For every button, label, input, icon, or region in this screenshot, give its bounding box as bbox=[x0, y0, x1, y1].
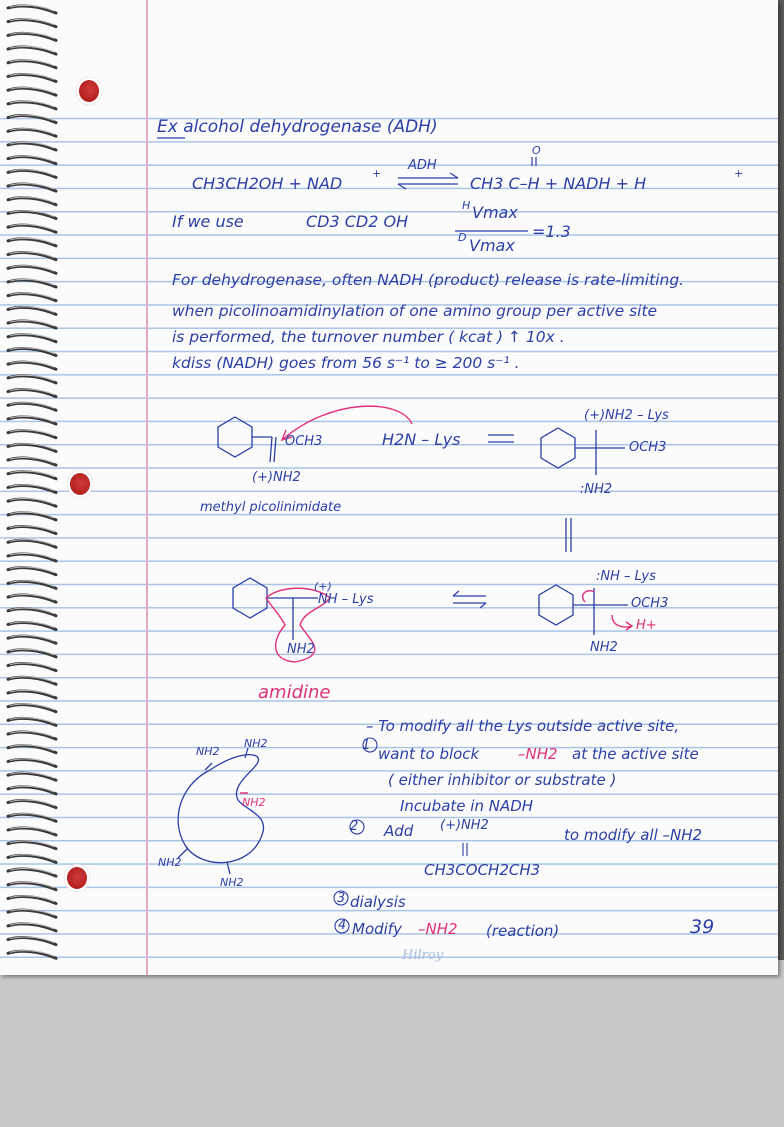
steps-intro: – To modify all the Lys outside active site, bbox=[366, 717, 680, 735]
amidine-lys: NH – Lys bbox=[318, 592, 374, 607]
amidine-charge: (+) bbox=[314, 580, 332, 593]
kie-denominator-sup: D bbox=[458, 231, 467, 244]
step-3-text: dialysis bbox=[350, 893, 406, 911]
step-1-nh2: –NH2 bbox=[518, 745, 558, 763]
step-3-number: 3 bbox=[337, 891, 346, 906]
note-title: Ex alcohol dehydrogenase (ADH) bbox=[157, 117, 438, 137]
step-2-number: 2 bbox=[350, 819, 359, 834]
deuterium-label: If we use bbox=[172, 212, 244, 231]
step-2-text: Add bbox=[384, 822, 414, 840]
kie-denominator: Vmax bbox=[469, 236, 515, 255]
reaction-products: CH3 C–H + NADH + H bbox=[470, 174, 647, 193]
step-2-reagent-top: (+)NH2 bbox=[440, 818, 489, 833]
step-1-text: want to block bbox=[378, 745, 480, 763]
protein-nh2-b: NH2 bbox=[244, 737, 268, 750]
step-1-location: at the active site bbox=[572, 745, 699, 763]
kie-ratio: =1.3 bbox=[532, 222, 571, 241]
kie-numerator: Vmax bbox=[472, 203, 518, 222]
step-1-number: 1 bbox=[362, 738, 371, 753]
reagent-name: methyl picolinimidate bbox=[200, 500, 342, 515]
proton-charge: + bbox=[734, 167, 744, 180]
lysine-nucleophile: H2N – Lys bbox=[382, 430, 461, 449]
nad-charge: + bbox=[372, 167, 382, 180]
paragraph-line-4: kdiss (NADH) goes from 56 s⁻¹ to ≥ 200 s⁻¹ . bbox=[172, 354, 520, 372]
int2-och3: OCH3 bbox=[631, 596, 669, 611]
brand-logo: Hilroy bbox=[402, 948, 444, 963]
step-4-note: (reaction) bbox=[486, 922, 560, 940]
amidine-nh2: NH2 bbox=[287, 642, 315, 657]
int2-top: :NH – Lys bbox=[596, 569, 656, 584]
step-1-note: ( either inhibitor or substrate ) bbox=[388, 771, 617, 789]
step-2-reagent: CH3COCH2CH3 bbox=[424, 861, 541, 879]
enzyme-label: ADH bbox=[408, 158, 437, 173]
reagent-nh2: (+)NH2 bbox=[252, 470, 301, 485]
step-2-purpose: to modify all –NH2 bbox=[564, 826, 703, 844]
reaction-reactants: CH3CH2OH + NAD bbox=[192, 174, 343, 193]
kie-numerator-sup: H bbox=[462, 199, 471, 212]
carbonyl-oxygen: O bbox=[532, 144, 541, 157]
deuterated-ethanol: CD3 CD2 OH bbox=[306, 212, 409, 231]
step-4-nh2: –NH2 bbox=[418, 920, 458, 938]
int2-proton: H+ bbox=[636, 618, 657, 633]
intermediate-top: (+)NH2 – Lys bbox=[584, 408, 669, 423]
protein-nh2-a: NH2 bbox=[196, 745, 220, 758]
step-4-text: Modify bbox=[352, 920, 402, 938]
step-4-number: 4 bbox=[338, 918, 347, 933]
int2-nh2: NH2 bbox=[590, 640, 618, 655]
protein-nh2-d: NH2 bbox=[220, 876, 244, 889]
reagent-och3: OCH3 bbox=[285, 434, 323, 449]
protein-nh2-active: NH2 bbox=[242, 796, 266, 809]
intermediate-och3: OCH3 bbox=[629, 440, 667, 455]
page-number: 39 bbox=[690, 916, 715, 938]
intermediate-nh2: :NH2 bbox=[580, 482, 613, 497]
step-1-incubate: Incubate in NADH bbox=[400, 797, 534, 815]
amidine-label: amidine bbox=[258, 682, 331, 703]
protein-nh2-c: NH2 bbox=[158, 856, 182, 869]
paragraph-line-2: when picolinoamidinylation of one amino group per active site bbox=[172, 302, 658, 320]
paragraph-line-1: For dehydrogenase, often NADH (product) release is rate-limiting. bbox=[172, 271, 685, 289]
paragraph-line-3: is performed, the turnover number ( kcat ) ↑ 10x . bbox=[172, 328, 565, 346]
